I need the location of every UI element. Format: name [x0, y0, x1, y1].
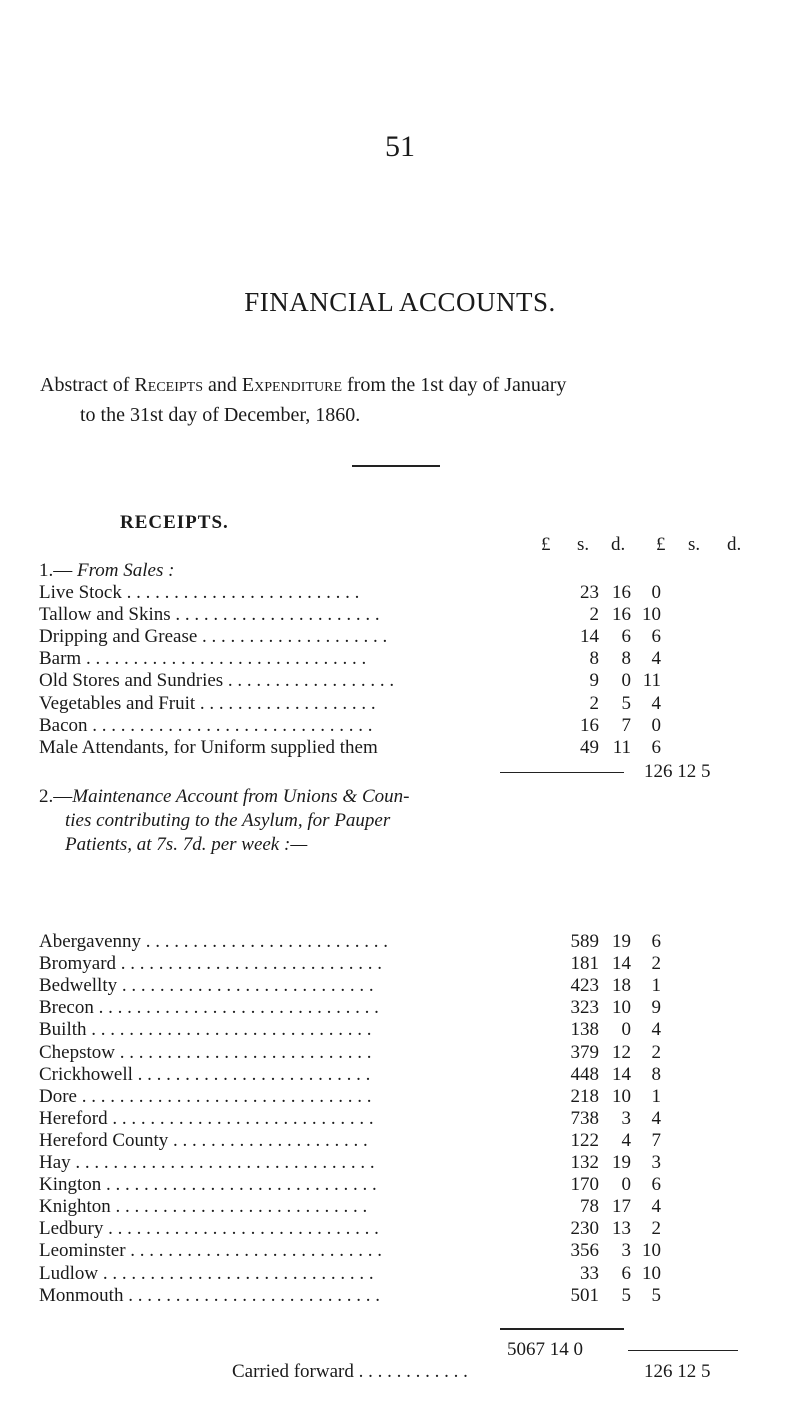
abstract-line2: to the 31st day of December, 1860.: [80, 404, 361, 426]
row-pounds: 230: [570, 1218, 599, 1240]
table-row: [39, 626, 659, 648]
abstract-text: [40, 370, 780, 430]
table-row: [39, 953, 659, 975]
abstract-line1: Abstract of Receipts and Expenditure from the 1st day of January: [40, 374, 567, 396]
row-label: Knighton . . . . . . . . . . . . . . . . . . . . . . . . . . .: [39, 1196, 368, 1218]
row-pounds: 132: [570, 1152, 599, 1173]
row-pounds: 379: [570, 1041, 599, 1063]
row-shillings: 16: [612, 582, 631, 603]
row-shillings: 0: [621, 670, 631, 692]
row-label: Builth . . . . . . . . . . . . . . . . . . . . . . . . . . . . . .: [39, 1019, 372, 1041]
row-shillings: 10: [612, 997, 631, 1019]
row-pence: 6: [651, 736, 661, 758]
row-pence: 2: [651, 953, 661, 975]
row-label: Old Stores and Sundries . . . . . . . . . . . . . . . . . .: [39, 670, 395, 692]
row-pence: 11: [642, 670, 661, 692]
row-pence: 4: [651, 648, 661, 670]
subtotal-dash: [628, 1350, 738, 1351]
row-pence: 4: [651, 1019, 661, 1041]
row-pounds: 2: [589, 604, 599, 626]
row-shillings: 0: [621, 1019, 631, 1041]
row-label: Leominster . . . . . . . . . . . . . . . . . . . . . . . . . . .: [39, 1240, 383, 1262]
row-label: Kington . . . . . . . . . . . . . . . . . . . . . . . . . . . . .: [39, 1174, 377, 1196]
page-number: 51: [385, 130, 415, 163]
row-pence: 4: [651, 1196, 661, 1218]
row-shillings: 8: [621, 648, 631, 670]
row-label: Hereford . . . . . . . . . . . . . . . . . . . . . . . . . . . .: [39, 1107, 374, 1129]
section-divider: [352, 465, 440, 467]
row-shillings: 3: [621, 1240, 631, 1262]
table-row: [39, 1086, 659, 1108]
section1-rule: [500, 772, 624, 773]
col-pence-heading-2: d.: [727, 534, 742, 555]
row-pounds: 138: [570, 1019, 599, 1041]
table-row: [39, 715, 659, 737]
table-row: [39, 1042, 659, 1064]
row-label: Bacon . . . . . . . . . . . . . . . . . . . . . . . . . . . . . .: [39, 714, 373, 736]
row-pence: 6: [651, 1174, 661, 1196]
carried-forward-amount: 126 12 5: [644, 1361, 711, 1382]
row-label: Monmouth . . . . . . . . . . . . . . . . . . . . . . . . . . .: [39, 1284, 380, 1306]
row-pence: 7: [651, 1129, 661, 1151]
row-shillings: 19: [612, 1152, 631, 1173]
row-pence: 1: [651, 1085, 661, 1107]
row-pounds: 356: [570, 1240, 599, 1262]
expenditure-word: Expenditure: [241, 374, 342, 396]
table-row: [39, 648, 659, 670]
row-pence: 1: [651, 975, 661, 997]
row-shillings: 14: [612, 1063, 631, 1085]
row-pounds: 14: [580, 626, 599, 648]
section2-line3: Patients, at 7s. 7d. per week :—: [65, 834, 308, 855]
col-pounds-heading: £: [541, 534, 551, 555]
table-row: [39, 931, 659, 953]
row-shillings: 6: [621, 626, 631, 648]
row-label: Crickhowell . . . . . . . . . . . . . . . . . . . . . . . . .: [39, 1063, 371, 1085]
row-shillings: 17: [612, 1196, 631, 1218]
section2-line1: 2.—Maintenance Account from Unions & Coun-: [39, 786, 410, 807]
row-label: Male Attendants, for Uniform supplied them: [39, 736, 378, 758]
row-pence: 6: [651, 626, 661, 648]
row-pounds: 738: [570, 1107, 599, 1129]
table-row: [39, 997, 659, 1019]
section2-subtotal: 5067 14 0: [507, 1339, 583, 1360]
table-row: [39, 737, 659, 759]
row-pence: 0: [651, 582, 661, 603]
table-row: [39, 1240, 659, 1262]
row-shillings: 18: [612, 975, 631, 997]
row-pounds: 218: [570, 1085, 599, 1107]
row-shillings: 16: [612, 604, 631, 626]
table-row: [39, 582, 659, 604]
row-label: Ludlow . . . . . . . . . . . . . . . . . . . . . . . . . . . . .: [39, 1262, 374, 1284]
table-row: [39, 1130, 659, 1152]
row-pounds: 181: [570, 953, 599, 975]
page-heading: FINANCIAL ACCOUNTS.: [244, 287, 556, 317]
row-pence: 10: [642, 1240, 661, 1262]
row-pence: 2: [651, 1041, 661, 1063]
row-pence: 0: [651, 714, 661, 736]
row-label: Hay . . . . . . . . . . . . . . . . . . . . . . . . . . . . . . . .: [39, 1152, 375, 1173]
row-pence: 8: [651, 1063, 661, 1085]
row-pence: 3: [651, 1152, 661, 1173]
row-shillings: 11: [612, 736, 631, 758]
row-pounds: 49: [580, 736, 599, 758]
row-shillings: 0: [621, 1174, 631, 1196]
row-shillings: 4: [621, 1129, 631, 1151]
row-pounds: 122: [570, 1129, 599, 1151]
row-label: Vegetables and Fruit . . . . . . . . . . . . . . . . . . .: [39, 692, 376, 714]
table-row: [39, 1218, 659, 1240]
row-pounds: 9: [589, 670, 599, 692]
receipts-title: RECEIPTS.: [120, 512, 229, 533]
row-label: Dore . . . . . . . . . . . . . . . . . . . . . . . . . . . . . . .: [39, 1085, 372, 1107]
row-pounds: 323: [570, 997, 599, 1019]
row-pounds: 16: [580, 714, 599, 736]
row-pounds: 23: [580, 582, 599, 603]
table-row: [39, 1019, 659, 1041]
row-shillings: 7: [621, 714, 631, 736]
carried-forward-label: Carried forward . . . . . . . . . . . .: [232, 1361, 468, 1382]
row-label: Chepstow . . . . . . . . . . . . . . . . . . . . . . . . . . .: [39, 1041, 372, 1063]
table-row: [39, 1108, 659, 1130]
receipts-word: Receipts: [134, 374, 203, 396]
table-row: [39, 1152, 659, 1174]
row-pence: 5: [651, 1284, 661, 1306]
row-shillings: 5: [621, 692, 631, 714]
row-label: Brecon . . . . . . . . . . . . . . . . . . . . . . . . . . . . . .: [39, 997, 379, 1019]
row-pounds: 2: [589, 692, 599, 714]
table-row: [39, 1263, 659, 1285]
row-label: Bedwellty . . . . . . . . . . . . . . . . . . . . . . . . . . .: [39, 975, 374, 997]
row-label: Barm . . . . . . . . . . . . . . . . . . . . . . . . . . . . . .: [39, 648, 367, 670]
row-shillings: 3: [621, 1107, 631, 1129]
row-pence: 10: [642, 1262, 661, 1284]
row-pounds: 501: [570, 1284, 599, 1306]
row-pounds: 589: [570, 931, 599, 952]
row-pence: 4: [651, 1107, 661, 1129]
row-pounds: 78: [580, 1196, 599, 1218]
row-pence: 2: [651, 1218, 661, 1240]
row-pence: 4: [651, 692, 661, 714]
table-row: [39, 1285, 659, 1307]
row-shillings: 6: [621, 1262, 631, 1284]
table-row: [39, 1064, 659, 1086]
row-pounds: 8: [589, 648, 599, 670]
row-label: Ledbury . . . . . . . . . . . . . . . . . . . . . . . . . . . . .: [39, 1218, 379, 1240]
row-shillings: 14: [612, 953, 631, 975]
row-label: Live Stock . . . . . . . . . . . . . . . . . . . . . . . . .: [39, 582, 360, 603]
row-label: Tallow and Skins . . . . . . . . . . . . . . . . . . . . . .: [39, 604, 380, 626]
row-shillings: 10: [612, 1085, 631, 1107]
table-row: [39, 693, 659, 715]
row-pence: 9: [651, 997, 661, 1019]
col-pence-heading: d.: [611, 534, 626, 555]
col-pounds-heading-2: £: [656, 534, 666, 555]
row-shillings: 19: [612, 931, 631, 952]
row-shillings: 5: [621, 1284, 631, 1306]
section2-line2: ties contributing to the Asylum, for Pauper: [65, 810, 391, 831]
row-shillings: 13: [612, 1218, 631, 1240]
row-label: Abergavenny . . . . . . . . . . . . . . . . . . . . . . . . . .: [39, 931, 389, 952]
row-label: Dripping and Grease . . . . . . . . . . . . . . . . . . . .: [39, 626, 388, 648]
table-row: [39, 670, 659, 692]
row-pence: 10: [642, 604, 661, 626]
row-shillings: 12: [612, 1041, 631, 1063]
table-row: [39, 1174, 659, 1196]
section2-heading: [39, 785, 499, 857]
section1-total: 126 12 5: [644, 761, 711, 782]
subtotal-rule: [500, 1328, 624, 1330]
col-shillings-heading: s.: [577, 534, 590, 555]
row-label: Hereford County . . . . . . . . . . . . . . . . . . . . .: [39, 1129, 368, 1151]
table-row: [39, 1196, 659, 1218]
table-row: [39, 604, 659, 626]
col-shillings-heading-2: s.: [688, 534, 701, 555]
row-pence: 6: [651, 931, 661, 952]
row-pounds: 423: [570, 975, 599, 997]
row-pounds: 448: [570, 1063, 599, 1085]
table-row: [39, 975, 659, 997]
row-pounds: 170: [570, 1174, 599, 1196]
row-pounds: 33: [580, 1262, 599, 1284]
row-label: Bromyard . . . . . . . . . . . . . . . . . . . . . . . . . . . .: [39, 953, 383, 975]
section1-label: 1.— From Sales :: [39, 560, 175, 581]
